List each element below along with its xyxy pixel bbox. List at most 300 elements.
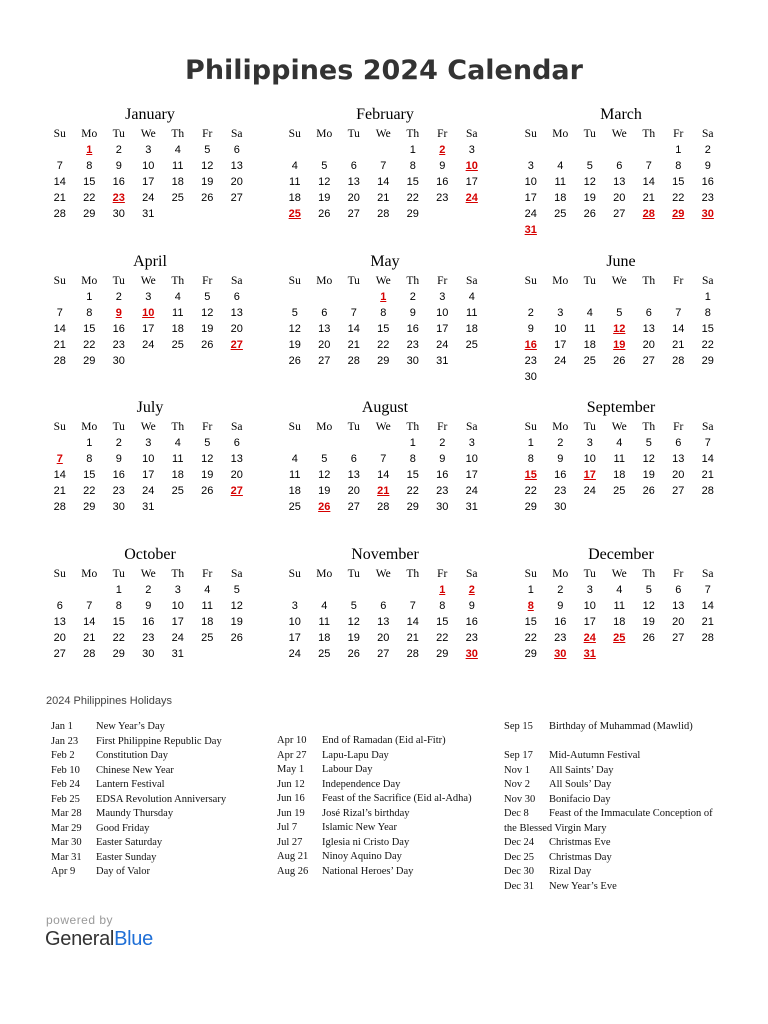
holiday-item xyxy=(504,807,726,836)
holiday-day: 31 xyxy=(524,224,537,236)
month-name: February xyxy=(356,106,414,123)
day: 17 xyxy=(524,192,537,204)
day: 26 xyxy=(230,632,243,644)
day: 12 xyxy=(201,160,214,172)
day: 11 xyxy=(466,307,478,319)
day: 23 xyxy=(524,355,537,367)
day: 15 xyxy=(83,469,96,481)
day: 11 xyxy=(172,307,184,319)
day: 6 xyxy=(350,453,357,465)
day: 15 xyxy=(377,323,390,335)
day: 15 xyxy=(524,616,537,628)
day: 18 xyxy=(554,192,567,204)
holiday-name: Lantern Festival xyxy=(96,779,165,790)
day: 2 xyxy=(409,291,416,303)
day: 7 xyxy=(645,160,652,172)
day: 17 xyxy=(436,323,449,335)
day: 23 xyxy=(554,485,567,497)
day: 16 xyxy=(142,616,155,628)
holiday-item xyxy=(51,764,261,779)
day: 13 xyxy=(53,616,66,628)
day: 25 xyxy=(201,632,214,644)
holiday-name: All Souls’ Day xyxy=(549,779,612,790)
day: 22 xyxy=(524,485,537,497)
holiday-day: 2 xyxy=(468,584,475,596)
day: 14 xyxy=(53,323,66,335)
holiday-day: 27 xyxy=(230,485,243,497)
empty-cell xyxy=(634,142,664,158)
day: 15 xyxy=(406,176,419,188)
day: 29 xyxy=(83,208,96,220)
day: 25 xyxy=(318,648,331,660)
day: 22 xyxy=(701,339,714,351)
holiday-item xyxy=(277,821,487,836)
day: 18 xyxy=(171,323,184,335)
day: 8 xyxy=(439,600,446,612)
holiday-date: Jun 12 xyxy=(277,778,305,790)
day: 3 xyxy=(468,437,475,449)
day: 5 xyxy=(586,160,593,172)
day: 2 xyxy=(557,437,564,449)
day: 17 xyxy=(554,339,567,351)
holiday-day: 9 xyxy=(115,307,122,319)
empty-cell xyxy=(45,142,75,158)
day: 25 xyxy=(554,208,567,220)
day: 2 xyxy=(115,437,122,449)
holiday-date: Jan 23 xyxy=(51,735,79,747)
empty-cell xyxy=(280,289,310,305)
day: 3 xyxy=(291,600,298,612)
day: 25 xyxy=(583,355,596,367)
day: 6 xyxy=(380,600,387,612)
weekday-header: Mo xyxy=(81,568,98,580)
day: 2 xyxy=(115,291,122,303)
day: 3 xyxy=(145,144,152,156)
empty-cell xyxy=(575,289,605,305)
day: 9 xyxy=(115,160,122,172)
day: 16 xyxy=(436,176,449,188)
holiday-item xyxy=(277,850,487,865)
day: 18 xyxy=(613,616,626,628)
day: 17 xyxy=(288,632,301,644)
day: 14 xyxy=(406,616,419,628)
empty-cell xyxy=(369,435,399,451)
day: 1 xyxy=(704,291,711,303)
holiday-name: Mid-Autumn Festival xyxy=(549,750,641,761)
weekday-header: Tu xyxy=(112,128,125,140)
holiday-list-column-1 xyxy=(51,720,261,880)
day: 27 xyxy=(613,208,626,220)
month-day-grid xyxy=(516,419,726,515)
day: 30 xyxy=(112,501,125,513)
day: 16 xyxy=(112,176,125,188)
weekday-header: Tu xyxy=(112,421,125,433)
holiday-day: 26 xyxy=(318,501,331,513)
holiday-date: Jul 7 xyxy=(277,822,298,833)
day: 28 xyxy=(377,501,390,513)
holiday-date: Jul 27 xyxy=(277,836,303,848)
holiday-name: Birthday of Muhammad (Mawlid) xyxy=(549,721,693,732)
day: 29 xyxy=(83,355,96,367)
holiday-day: 25 xyxy=(288,208,301,220)
day: 29 xyxy=(406,208,419,220)
day: 5 xyxy=(204,437,211,449)
day: 28 xyxy=(53,501,66,513)
empty-cell xyxy=(516,142,546,158)
month-name: March xyxy=(600,106,642,123)
day: 19 xyxy=(642,616,655,628)
day: 12 xyxy=(642,453,655,465)
month-day-grid xyxy=(280,273,490,369)
day: 22 xyxy=(524,632,537,644)
holiday-name: Constitution Day xyxy=(96,750,169,761)
weekday-header: Su xyxy=(288,421,301,433)
day: 6 xyxy=(350,160,357,172)
empty-cell xyxy=(369,142,399,158)
day: 30 xyxy=(142,648,155,660)
day: 13 xyxy=(347,469,360,481)
holiday-item xyxy=(51,778,261,793)
holiday-list-column-2 xyxy=(277,734,487,879)
day: 18 xyxy=(201,616,214,628)
holiday-day: 24 xyxy=(583,632,596,644)
day: 26 xyxy=(642,485,655,497)
day: 17 xyxy=(583,616,596,628)
day: 28 xyxy=(83,648,96,660)
holiday-date: Jan 1 xyxy=(51,721,73,732)
day: 19 xyxy=(583,192,596,204)
holiday-item xyxy=(51,735,261,750)
day: 3 xyxy=(439,291,446,303)
month-april xyxy=(45,251,255,369)
weekday-header: Mo xyxy=(81,128,98,140)
day: 28 xyxy=(672,355,685,367)
day: 2 xyxy=(527,307,534,319)
holiday-day: 23 xyxy=(112,192,125,204)
day: 23 xyxy=(112,485,125,497)
holiday-item xyxy=(51,836,261,851)
empty-cell xyxy=(398,582,428,598)
day: 21 xyxy=(672,339,685,351)
weekday-header: Mo xyxy=(316,275,333,287)
empty-cell xyxy=(45,582,75,598)
day: 29 xyxy=(112,648,125,660)
day: 3 xyxy=(145,291,152,303)
weekday-header: Sa xyxy=(466,128,478,140)
day: 15 xyxy=(83,323,96,335)
holiday-day: 21 xyxy=(377,485,390,497)
day: 8 xyxy=(675,160,682,172)
day: 14 xyxy=(377,469,390,481)
day: 13 xyxy=(613,176,626,188)
day: 11 xyxy=(318,616,330,628)
weekday-header: Sa xyxy=(702,568,714,580)
holiday-name: National Heroes’ Day xyxy=(322,865,414,877)
holiday-name: Bonifacio Day xyxy=(549,793,611,805)
weekday-header: Sa xyxy=(231,128,243,140)
day: 25 xyxy=(288,501,301,513)
day: 5 xyxy=(616,307,623,319)
day: 9 xyxy=(557,453,564,465)
day: 30 xyxy=(554,501,567,513)
day: 24 xyxy=(142,192,155,204)
day: 11 xyxy=(201,600,213,612)
weekday-header: Tu xyxy=(347,568,360,580)
day: 26 xyxy=(288,355,301,367)
holiday-item xyxy=(277,734,487,749)
day: 17 xyxy=(142,176,155,188)
day: 9 xyxy=(439,453,446,465)
holiday-name: Good Friday xyxy=(96,822,150,834)
weekday-header: Mo xyxy=(316,128,333,140)
holiday-date: Mar 28 xyxy=(51,808,82,819)
weekday-header: We xyxy=(611,421,627,433)
weekday-header: Th xyxy=(171,275,185,287)
day: 1 xyxy=(86,437,93,449)
holiday-date: Feb 10 xyxy=(51,764,80,776)
holiday-name: First Philippine Republic Day xyxy=(96,735,222,747)
day: 10 xyxy=(554,323,567,335)
day: 12 xyxy=(583,176,596,188)
holiday-day: 15 xyxy=(524,469,537,481)
day: 14 xyxy=(83,616,96,628)
month-day-grid xyxy=(280,566,490,662)
day: 4 xyxy=(586,307,593,319)
weekday-header: Tu xyxy=(583,421,596,433)
day: 2 xyxy=(439,437,446,449)
empty-cell xyxy=(516,289,546,305)
weekday-header: Tu xyxy=(347,275,360,287)
day: 25 xyxy=(613,485,626,497)
holiday-date: Jun 16 xyxy=(277,793,305,804)
day: 8 xyxy=(409,453,416,465)
holiday-day: 10 xyxy=(142,307,155,319)
month-day-grid xyxy=(45,419,255,515)
day: 21 xyxy=(701,469,714,481)
day: 4 xyxy=(291,453,298,465)
day: 21 xyxy=(377,192,390,204)
day: 30 xyxy=(112,208,125,220)
month-september xyxy=(516,397,726,515)
holiday-day: 29 xyxy=(672,208,685,220)
day: 1 xyxy=(115,584,122,596)
day: 16 xyxy=(554,616,567,628)
day: 24 xyxy=(171,632,184,644)
day: 17 xyxy=(142,469,155,481)
day: 26 xyxy=(201,485,214,497)
day: 3 xyxy=(174,584,181,596)
day: 27 xyxy=(347,208,360,220)
weekday-header: Mo xyxy=(552,275,569,287)
weekday-header: Sa xyxy=(231,275,243,287)
holiday-item xyxy=(277,865,487,880)
day: 9 xyxy=(468,600,475,612)
empty-cell xyxy=(369,582,399,598)
day: 26 xyxy=(201,339,214,351)
day: 11 xyxy=(613,600,625,612)
holiday-item xyxy=(51,749,261,764)
holiday-day: 16 xyxy=(524,339,537,351)
holiday-date: Nov 1 xyxy=(504,764,530,776)
empty-cell xyxy=(339,435,369,451)
day: 31 xyxy=(142,208,155,220)
weekday-header: Sa xyxy=(466,421,478,433)
day: 16 xyxy=(465,616,478,628)
empty-cell xyxy=(339,142,369,158)
day: 7 xyxy=(56,160,63,172)
day: 11 xyxy=(584,323,596,335)
weekday-header: Mo xyxy=(81,275,98,287)
month-name: July xyxy=(136,399,164,416)
day: 16 xyxy=(436,469,449,481)
holiday-name: Feast of the Sacrifice (Eid al-Adha) xyxy=(322,793,472,804)
empty-cell xyxy=(75,582,105,598)
weekday-header: Th xyxy=(642,275,656,287)
weekday-header: Th xyxy=(171,568,185,580)
holiday-day: 30 xyxy=(701,208,714,220)
day: 27 xyxy=(318,355,331,367)
holiday-name: New Year’s Eve xyxy=(549,880,617,892)
holiday-day: 2 xyxy=(439,144,446,156)
day: 4 xyxy=(204,584,211,596)
holiday-day: 24 xyxy=(465,192,478,204)
weekday-header: Sa xyxy=(702,421,714,433)
weekday-header: Fr xyxy=(673,275,684,287)
day: 1 xyxy=(527,437,534,449)
day: 10 xyxy=(142,453,155,465)
day: 2 xyxy=(145,584,152,596)
weekday-header: We xyxy=(375,128,391,140)
day: 5 xyxy=(321,453,328,465)
holiday-day: 25 xyxy=(613,632,626,644)
holiday-day: 12 xyxy=(613,323,626,335)
day: 20 xyxy=(53,632,66,644)
holiday-name: Day of Valor xyxy=(96,866,151,877)
weekday-header: We xyxy=(375,568,391,580)
empty-cell xyxy=(546,142,576,158)
day: 30 xyxy=(112,355,125,367)
day: 20 xyxy=(672,616,685,628)
day: 6 xyxy=(56,600,63,612)
weekday-header: We xyxy=(375,421,391,433)
day: 1 xyxy=(409,437,416,449)
day: 4 xyxy=(174,144,181,156)
day: 3 xyxy=(527,160,534,172)
day: 28 xyxy=(53,208,66,220)
weekday-header: Tu xyxy=(112,275,125,287)
day: 12 xyxy=(288,323,301,335)
weekday-header: Tu xyxy=(583,128,596,140)
day: 9 xyxy=(409,307,416,319)
day: 6 xyxy=(233,144,240,156)
holiday-date: Sep 15 xyxy=(504,721,533,732)
day: 13 xyxy=(672,453,685,465)
day: 18 xyxy=(318,632,331,644)
holiday-item xyxy=(504,764,726,779)
holiday-day: 1 xyxy=(86,144,93,156)
day: 24 xyxy=(583,485,596,497)
month-name: October xyxy=(124,546,176,563)
weekday-header: We xyxy=(140,568,156,580)
month-name: January xyxy=(125,106,175,123)
day: 18 xyxy=(583,339,596,351)
day: 21 xyxy=(642,192,655,204)
empty-cell xyxy=(575,142,605,158)
day: 23 xyxy=(142,632,155,644)
month-june xyxy=(516,251,726,385)
weekday-header: Su xyxy=(288,128,301,140)
holiday-name: Islamic New Year xyxy=(322,822,397,833)
weekday-header: Th xyxy=(171,421,185,433)
day: 21 xyxy=(701,616,714,628)
day: 12 xyxy=(642,600,655,612)
day: 8 xyxy=(86,307,93,319)
day: 26 xyxy=(201,192,214,204)
weekday-header: Su xyxy=(53,128,66,140)
weekday-header: Fr xyxy=(202,568,213,580)
day: 17 xyxy=(171,616,184,628)
weekday-header: We xyxy=(140,421,156,433)
day: 24 xyxy=(436,339,449,351)
day: 24 xyxy=(288,648,301,660)
holiday-name: Lapu-Lapu Day xyxy=(322,749,389,761)
holiday-name: Labour Day xyxy=(322,764,373,775)
holiday-date: Dec 31 xyxy=(504,880,535,892)
generalblue-logo[interactable] xyxy=(45,928,153,951)
day: 25 xyxy=(171,485,184,497)
day: 19 xyxy=(201,469,214,481)
day: 10 xyxy=(288,616,301,628)
day: 6 xyxy=(233,437,240,449)
holiday-item xyxy=(504,851,726,866)
day: 1 xyxy=(675,144,682,156)
day: 19 xyxy=(318,192,331,204)
holiday-item xyxy=(51,793,261,808)
day: 10 xyxy=(583,600,596,612)
month-name: November xyxy=(351,546,419,563)
holiday-name: Christmas Eve xyxy=(549,837,611,848)
day: 26 xyxy=(318,208,331,220)
day: 17 xyxy=(465,469,478,481)
day: 24 xyxy=(554,355,567,367)
day: 2 xyxy=(115,144,122,156)
holiday-day: 7 xyxy=(56,453,63,465)
day: 1 xyxy=(527,584,534,596)
day: 13 xyxy=(377,616,390,628)
day: 21 xyxy=(83,632,96,644)
month-day-grid xyxy=(45,566,255,662)
day: 21 xyxy=(53,339,66,351)
day: 30 xyxy=(524,371,537,383)
weekday-header: Th xyxy=(642,421,656,433)
day: 29 xyxy=(436,648,449,660)
day: 3 xyxy=(557,307,564,319)
day: 17 xyxy=(142,323,155,335)
day: 19 xyxy=(318,485,331,497)
day: 27 xyxy=(642,355,655,367)
day: 20 xyxy=(230,176,243,188)
holiday-name: Rizal Day xyxy=(549,866,592,877)
day: 19 xyxy=(347,632,360,644)
day: 4 xyxy=(174,437,181,449)
day: 21 xyxy=(347,339,360,351)
month-name: August xyxy=(361,399,409,416)
day: 6 xyxy=(675,437,682,449)
weekday-header: Fr xyxy=(202,421,213,433)
day: 29 xyxy=(701,355,714,367)
day: 27 xyxy=(672,632,685,644)
weekday-header: Su xyxy=(288,568,301,580)
